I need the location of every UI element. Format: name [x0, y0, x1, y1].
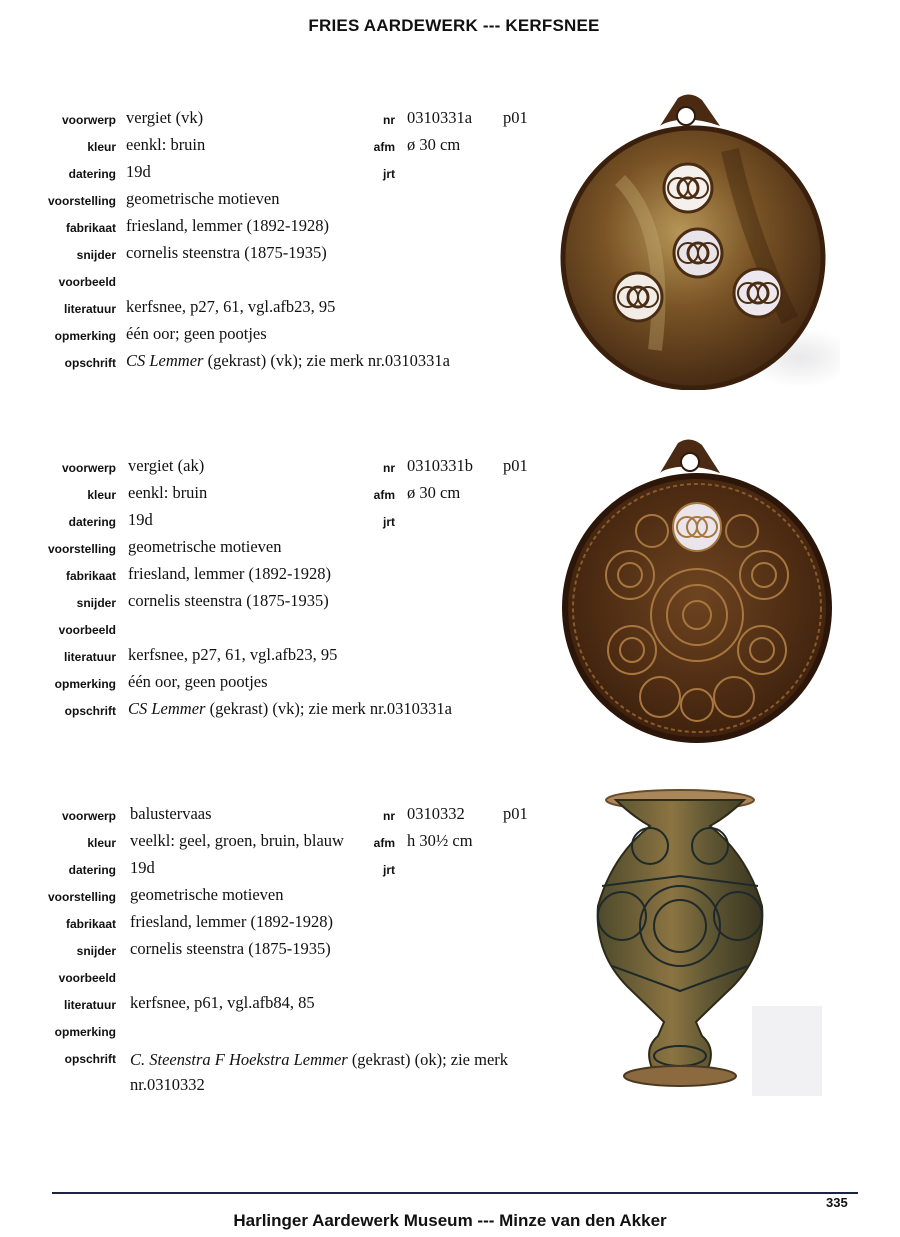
- page-code: p01: [503, 456, 528, 475]
- label-kleur: kleur: [87, 140, 116, 154]
- label-afm: afm: [373, 488, 395, 502]
- opschrift-rest: (gekrast) (vk); zie merk nr.0310331a: [205, 699, 452, 718]
- nr-value: 0310331b: [407, 456, 473, 475]
- footer-rule: [52, 1192, 858, 1194]
- label-voorwerp: voorwerp: [61, 113, 116, 127]
- voorwerp-value: vergiet (vk): [126, 108, 204, 127]
- afm-value: ø 30 cm: [407, 135, 461, 154]
- label-afm: afm: [373, 836, 395, 850]
- label-jrt: jrt: [383, 515, 395, 529]
- label-opmerking: opmerking: [54, 1025, 116, 1039]
- label-snijder: snijder: [76, 248, 116, 262]
- label-literatuur: literatuur: [63, 302, 116, 316]
- opschrift-value: [126, 351, 450, 371]
- voorwerp-value: vergiet (ak): [128, 456, 205, 475]
- label-nr: nr: [383, 809, 395, 823]
- voorstelling-value: geometrische motieven: [126, 189, 280, 208]
- literatuur-value: kerfsnee, p27, 61, vgl.afb23, 95: [128, 645, 338, 664]
- label-literatuur: literatuur: [63, 650, 116, 664]
- opschrift-italic: CS Lemmer: [128, 699, 206, 718]
- rosette-hole: [734, 269, 782, 317]
- label-snijder: snijder: [76, 596, 116, 610]
- label-kleur: kleur: [87, 836, 116, 850]
- label-snijder: snijder: [76, 944, 116, 958]
- literatuur-value: kerfsnee, p61, vgl.afb84, 85: [130, 993, 315, 1012]
- datering-value: 19d: [128, 510, 153, 529]
- label-afm: afm: [373, 140, 395, 154]
- opschrift-italic: C. Steenstra F Hoekstra Lemmer: [130, 1050, 348, 1069]
- label-jrt: jrt: [383, 863, 395, 877]
- footer-text: Harlinger Aardewerk Museum --- Minze van den Akker: [233, 1211, 667, 1230]
- label-literatuur: literatuur: [63, 998, 116, 1012]
- rosette-hole: [674, 229, 722, 277]
- voorwerp-value: balustervaas: [130, 804, 212, 823]
- label-datering: datering: [68, 167, 116, 181]
- label-datering: datering: [68, 515, 116, 529]
- rosette-hole: [664, 164, 712, 212]
- page-title: FRIES AARDEWERK --- KERFSNEE: [308, 16, 600, 35]
- photo-balustervaas: [592, 786, 824, 1098]
- label-datering: datering: [68, 863, 116, 877]
- datering-value: 19d: [130, 858, 155, 877]
- label-kleur: kleur: [87, 488, 116, 502]
- label-opmerking: opmerking: [54, 329, 116, 343]
- label-opschrift: opschrift: [64, 704, 116, 718]
- opschrift-value: [130, 1047, 530, 1097]
- opschrift-value: [128, 699, 452, 719]
- label-voorstelling: voorstelling: [47, 890, 116, 904]
- kleur-value: eenkl: bruin: [128, 483, 208, 502]
- fabrikaat-value: friesland, lemmer (1892-1928): [126, 216, 329, 235]
- label-voorwerp: voorwerp: [61, 809, 116, 823]
- label-nr: nr: [383, 113, 395, 127]
- label-voorbeeld: voorbeeld: [58, 623, 116, 637]
- label-nr: nr: [383, 461, 395, 475]
- snijder-value: cornelis steenstra (1875-1935): [130, 939, 331, 958]
- kleur-value: veelkl: geel, groen, bruin, blauw: [130, 831, 344, 850]
- afm-value: ø 30 cm: [407, 483, 461, 502]
- snijder-value: cornelis steenstra (1875-1935): [126, 243, 327, 262]
- voorstelling-value: geometrische motieven: [130, 885, 284, 904]
- photo-vergiet-buitenkant: [560, 90, 842, 390]
- label-opschrift: opschrift: [64, 1052, 116, 1066]
- label-voorbeeld: voorbeeld: [58, 275, 116, 289]
- voorstelling-value: geometrische motieven: [128, 537, 282, 556]
- opmerking-value: één oor, geen pootjes: [128, 672, 268, 691]
- photo-vergiet-binnenkant: [560, 435, 840, 745]
- snijder-value: cornelis steenstra (1875-1935): [128, 591, 329, 610]
- page-number: 335: [826, 1195, 848, 1210]
- label-fabrikaat: fabrikaat: [65, 917, 116, 931]
- nr-value: 0310332: [407, 804, 465, 823]
- page-code: p01: [503, 804, 528, 823]
- label-fabrikaat: fabrikaat: [65, 569, 116, 583]
- label-jrt: jrt: [383, 167, 395, 181]
- opmerking-value: één oor; geen pootjes: [126, 324, 267, 343]
- label-voorstelling: voorstelling: [47, 542, 116, 556]
- label-voorstelling: voorstelling: [47, 194, 116, 208]
- rosette-hole: [614, 273, 662, 321]
- label-voorwerp: voorwerp: [61, 461, 116, 475]
- nr-value: 0310331a: [407, 108, 473, 127]
- literatuur-value: kerfsnee, p27, 61, vgl.afb23, 95: [126, 297, 336, 316]
- label-opschrift: opschrift: [64, 356, 116, 370]
- kleur-value: eenkl: bruin: [126, 135, 206, 154]
- fabrikaat-value: friesland, lemmer (1892-1928): [128, 564, 331, 583]
- label-fabrikaat: fabrikaat: [65, 221, 116, 235]
- fabrikaat-value: friesland, lemmer (1892-1928): [130, 912, 333, 931]
- label-voorbeeld: voorbeeld: [58, 971, 116, 985]
- opschrift-rest: (gekrast) (ok); zie merk nr.0310332: [130, 1050, 509, 1094]
- label-opmerking: opmerking: [54, 677, 116, 691]
- datering-value: 19d: [126, 162, 151, 181]
- page-code: p01: [503, 108, 528, 127]
- opschrift-italic: CS Lemmer: [126, 351, 204, 370]
- afm-value: h 30½ cm: [407, 831, 473, 850]
- opschrift-rest: (gekrast) (vk); zie merk nr.0310331a: [203, 351, 450, 370]
